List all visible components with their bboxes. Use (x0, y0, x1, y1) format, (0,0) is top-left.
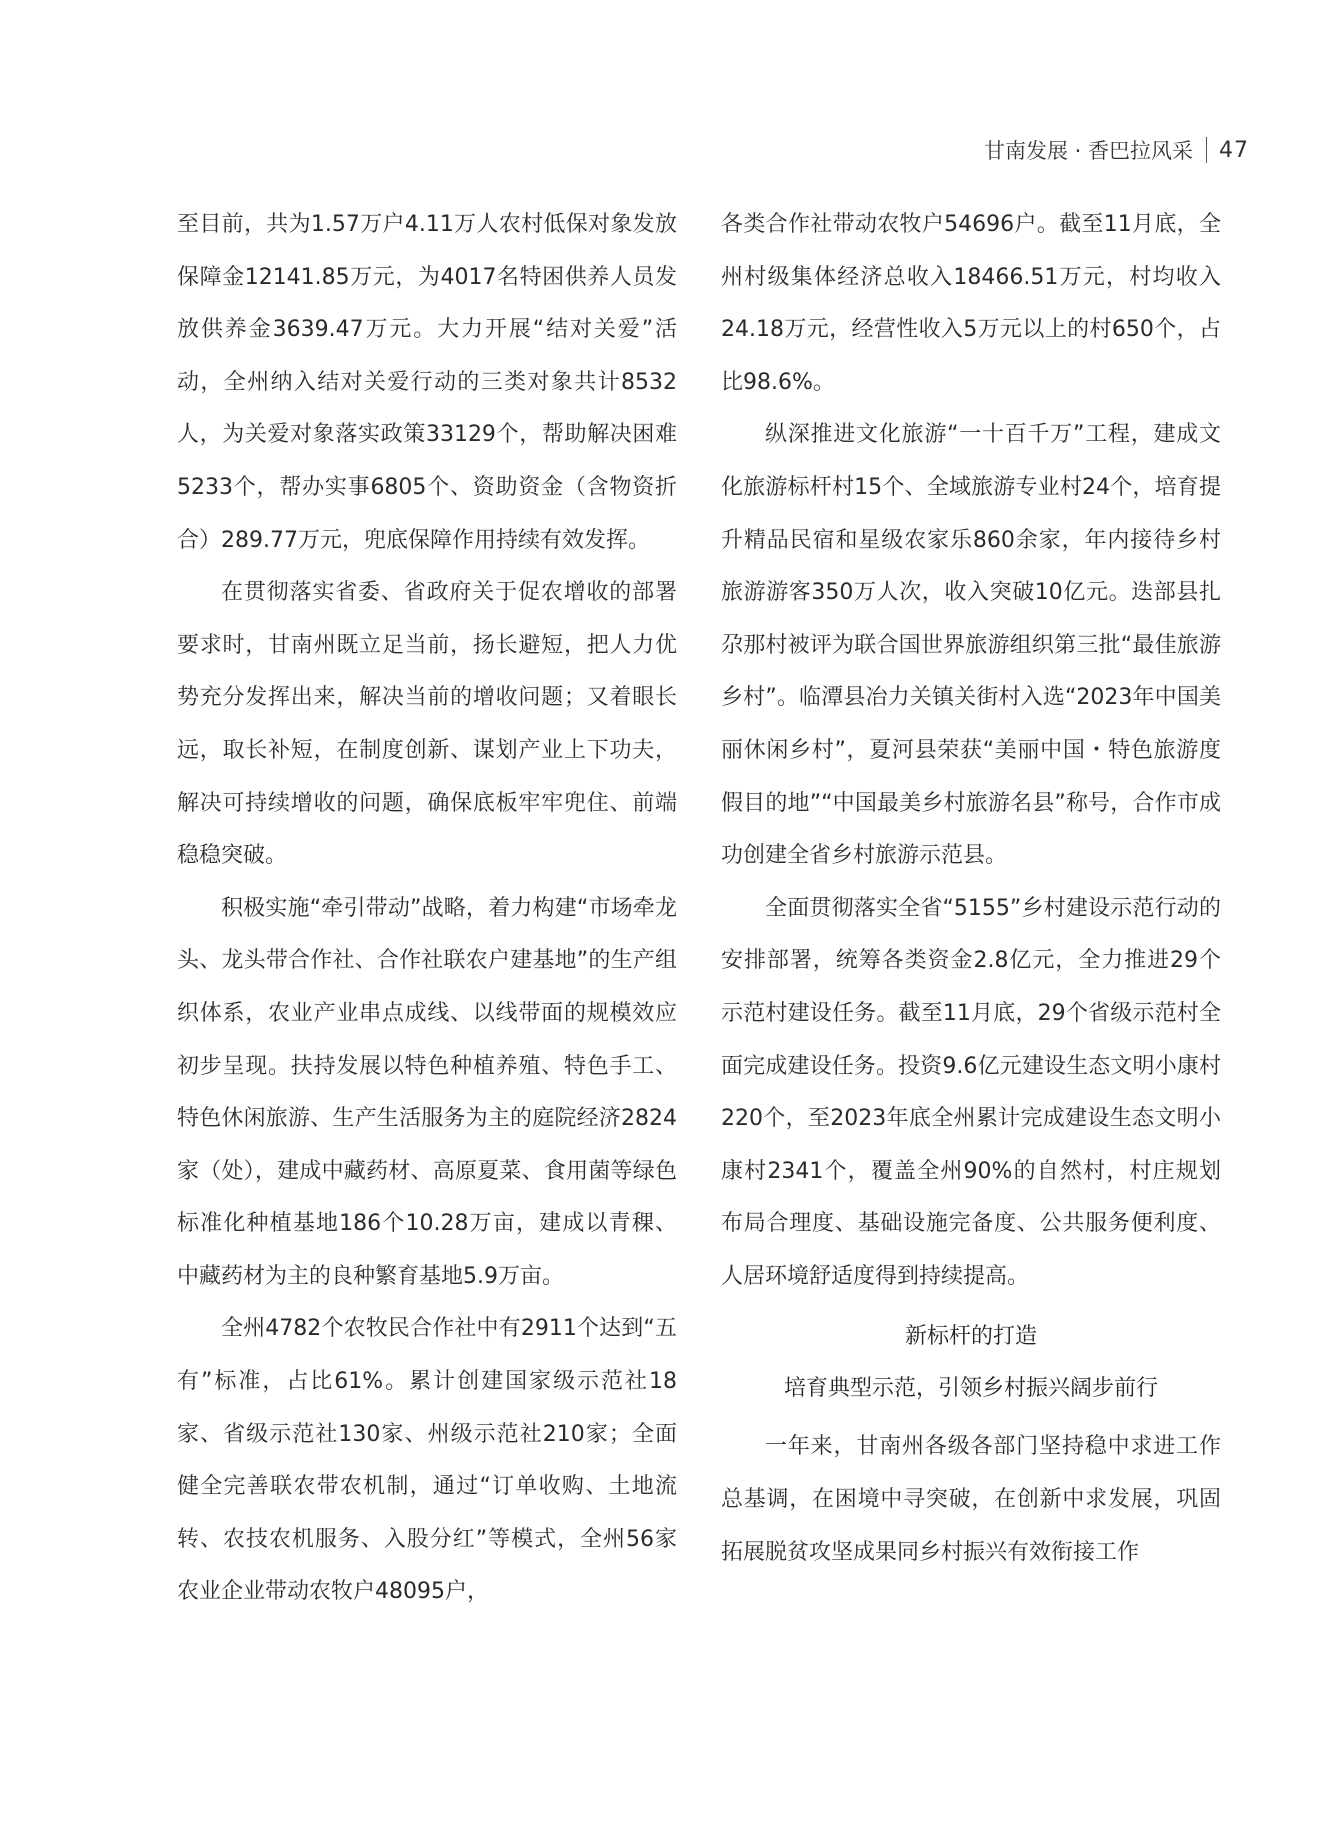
paragraph: 纵深推进文化旅游“一十百千万”工程，建成文化旅游标杆村15个、全域旅游专业村24个，培育提升精品民宿和星级农家乐860余家，年内接待乡村旅游游客350万人次，收入突破10亿元。迭部县扎尕那村被评为联合国世界旅游组织第三批“最佳旅游乡村”。临潭县冶力关镇关街村入选“2023年中国美丽休闲乡村”，夏河县荣获“美丽中国・特色旅游度假目的地”“中国最美乡村旅游名县”称号，合作市成功创建全省乡村旅游示范县。 (721, 422, 1221, 869)
paragraph: 至目前，共为1.57万户4.11万人农村低保对象发放保障金12141.85万元，为4017名特困供养人员发放供养金3639.47万元。大力开展“结对关爱”活动，全州纳入结对关爱行动的三类对象共计8532人，为关爱对象落实政策33129个，帮助解决困难5233个，帮办实事6805个、资助资金（含物资折合）289.77万元，兜底保障作用持续有效发挥。 (177, 212, 677, 553)
paragraph: 各类合作社带动农牧户54696户。截至11月底，全州村级集体经济总收入18466.51万元，村均收入24.18万元，经营性收入5万元以上的村650个，占比98.6%。 (721, 212, 1221, 395)
section-subheading: 培育典型示范，引领乡村振兴阔步前行 (783, 1376, 1158, 1402)
header-section-title: 甘南发展 · 香巴拉风采 (983, 139, 1193, 163)
paragraph: 积极实施“牵引带动”战略，着力构建“市场牵龙头、龙头带合作社、合作社联农户建基地”的生产组织体系，农业产业串点成线、以线带面的规模效应初步呈现。扶持发展以特色种植养殖、特色手工、特色休闲旅游、生产生活服务为主的庭院经济2824家（处），建成中藏药材、高原夏菜、食用菌等绿色标准化种植基地186个10.28万亩，建成以青稞、中藏药材为主的良种繁育基地5.9万亩。 (177, 895, 677, 1289)
paragraph: 在贯彻落实省委、省政府关于促农增收的部署要求时，甘南州既立足当前，扬长避短，把人力优势充分发挥出来，解决当前的增收问题；又着眼长远，取长补短，在制度创新、谋划产业上下功夫，解决可持续增收的问题，确保底板牢牢兜住、前端稳稳突破。 (177, 580, 677, 869)
running-header (984, 133, 1249, 167)
header-divider (1206, 137, 1207, 163)
right-column (721, 199, 1221, 1579)
page-number: 47 (1219, 137, 1249, 163)
section-heading: 新标杆的打造 (904, 1324, 1037, 1350)
left-column (177, 199, 677, 1619)
paragraph: 一年来，甘南州各级各部门坚持稳中求进工作总基调，在困境中寻突破，在创新中求发展，巩固拓展脱贫攻坚成果同乡村振兴有效衔接工作 (721, 1434, 1221, 1565)
paragraph: 全州4782个农牧民合作社中有2911个达到“五有”标准，占比61%。累计创建国家级示范社18家、省级示范社130家、州级示范社210家；全面健全完善联农带农机制，通过“订单收购、土地流转、农技农机服务、入股分红”等模式，全州56家农业企业带动农牧户48095户， (177, 1316, 677, 1605)
paragraph: 全面贯彻落实全省“5155”乡村建设示范行动的安排部署，统筹各类资金2.8亿元，全力推进29个示范村建设任务。截至11月底，29个省级示范村全面完成建设任务。投资9.6亿元建设生态文明小康村220个，至2023年底全州累计完成建设生态文明小康村2341个，覆盖全州90%的自然村，村庄规划布局合理度、基础设施完备度、公共服务便利度、人居环境舒适度得到持续提高。 (721, 895, 1221, 1289)
